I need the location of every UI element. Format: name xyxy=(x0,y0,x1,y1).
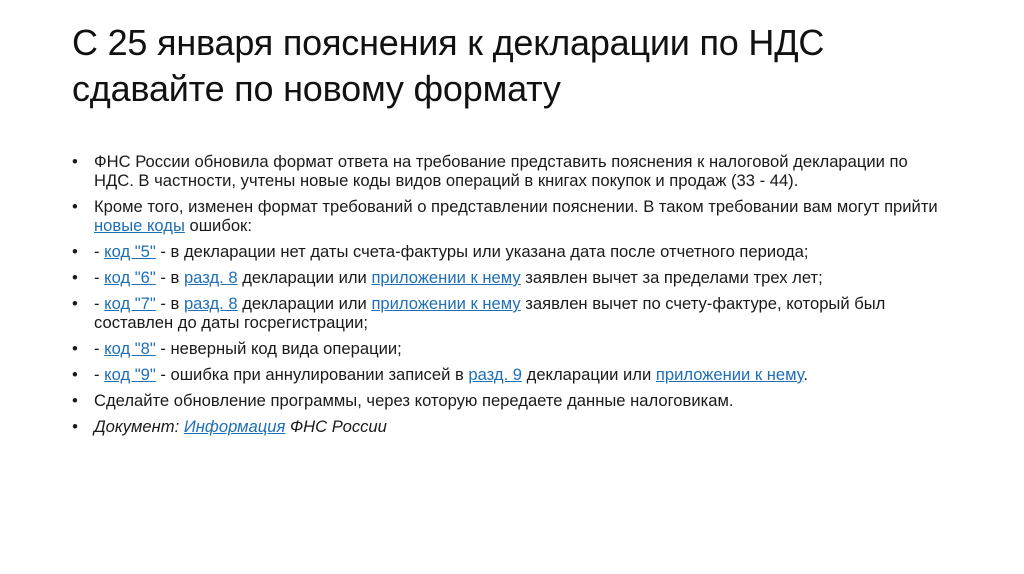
item-text: - ошибка при аннулировании записей в xyxy=(155,365,469,384)
link-section-8[interactable]: разд. 8 xyxy=(183,268,238,287)
item-text: ФНС России xyxy=(285,417,387,436)
item-text: - в xyxy=(155,268,184,287)
link-new-codes[interactable]: новые коды xyxy=(94,216,185,235)
bullet-icon: • xyxy=(72,197,78,216)
bullet-icon: • xyxy=(72,242,78,261)
bullet-item-code-8 xyxy=(72,339,952,358)
bullet-list xyxy=(72,152,952,443)
item-text: . xyxy=(803,365,809,384)
bullet-icon: • xyxy=(72,417,78,436)
bullet-icon: • xyxy=(72,152,78,171)
link-section-9[interactable]: разд. 9 xyxy=(468,365,523,384)
item-text: ошибок: xyxy=(184,216,252,235)
bullet-item-code-7 xyxy=(72,294,952,332)
link-appendix[interactable]: приложении к нему xyxy=(655,365,804,384)
item-text: Кроме того, изменен формат требований о представлении пояснении. В таком требовании вам могут прийти xyxy=(94,197,938,216)
item-text: Сделайте обновление программы, через которую передаете данные налоговикам. xyxy=(94,391,734,410)
item-text: - xyxy=(94,365,105,384)
link-information[interactable]: Информация xyxy=(183,417,286,436)
item-text: декларации или xyxy=(237,268,372,287)
link-code-6[interactable]: код "6" xyxy=(104,268,156,287)
item-text: заявлен вычет по счету-фактуре, который был составлен до даты госрегистрации; xyxy=(94,294,886,332)
link-section-8[interactable]: разд. 8 xyxy=(183,294,238,313)
link-appendix[interactable]: приложении к нему xyxy=(371,294,521,313)
bullet-icon: • xyxy=(72,268,78,287)
slide-title: С 25 января пояснения к декларации по НДС сдавайте по новому формату xyxy=(72,22,825,109)
item-text: - xyxy=(94,268,105,287)
item-text: - xyxy=(94,339,105,358)
item-text: декларации или xyxy=(237,294,372,313)
item-text: заявлен вычет за пределами трех лет; xyxy=(520,268,823,287)
bullet-icon: • xyxy=(72,294,78,313)
bullet-icon: • xyxy=(72,391,78,410)
bullet-item-format-update xyxy=(72,152,952,190)
item-text: - xyxy=(94,294,105,313)
bullet-item-code-9 xyxy=(72,365,952,384)
link-code-9[interactable]: код "9" xyxy=(104,365,156,384)
link-code-7[interactable]: код "7" xyxy=(104,294,156,313)
link-code-5[interactable]: код "5" xyxy=(104,242,156,261)
item-text: Документ: xyxy=(94,417,184,436)
item-text: декларации или xyxy=(522,365,656,384)
bullet-item-requirements-format xyxy=(72,197,952,235)
item-text: - xyxy=(94,242,105,261)
item-text: ФНС России обновила формат ответа на требование представить пояснения к налоговой декларации по НДС. В частности, учтены новые коды видов операций в книгах покупок и продаж (33 - 44). xyxy=(94,152,908,190)
item-text: - неверный код вида операции; xyxy=(155,339,402,358)
bullet-item-update-software xyxy=(72,391,952,410)
link-appendix[interactable]: приложении к нему xyxy=(371,268,521,287)
item-text: - в xyxy=(155,294,184,313)
bullet-item-code-6 xyxy=(72,268,952,287)
bullet-icon: • xyxy=(72,365,78,384)
link-code-8[interactable]: код "8" xyxy=(104,339,156,358)
bullet-icon: • xyxy=(72,339,78,358)
bullet-item-code-5 xyxy=(72,242,952,261)
item-text: - в декларации нет даты счета-фактуры или указана дата после отчетного периода; xyxy=(155,242,809,261)
bullet-item-document xyxy=(72,417,952,436)
